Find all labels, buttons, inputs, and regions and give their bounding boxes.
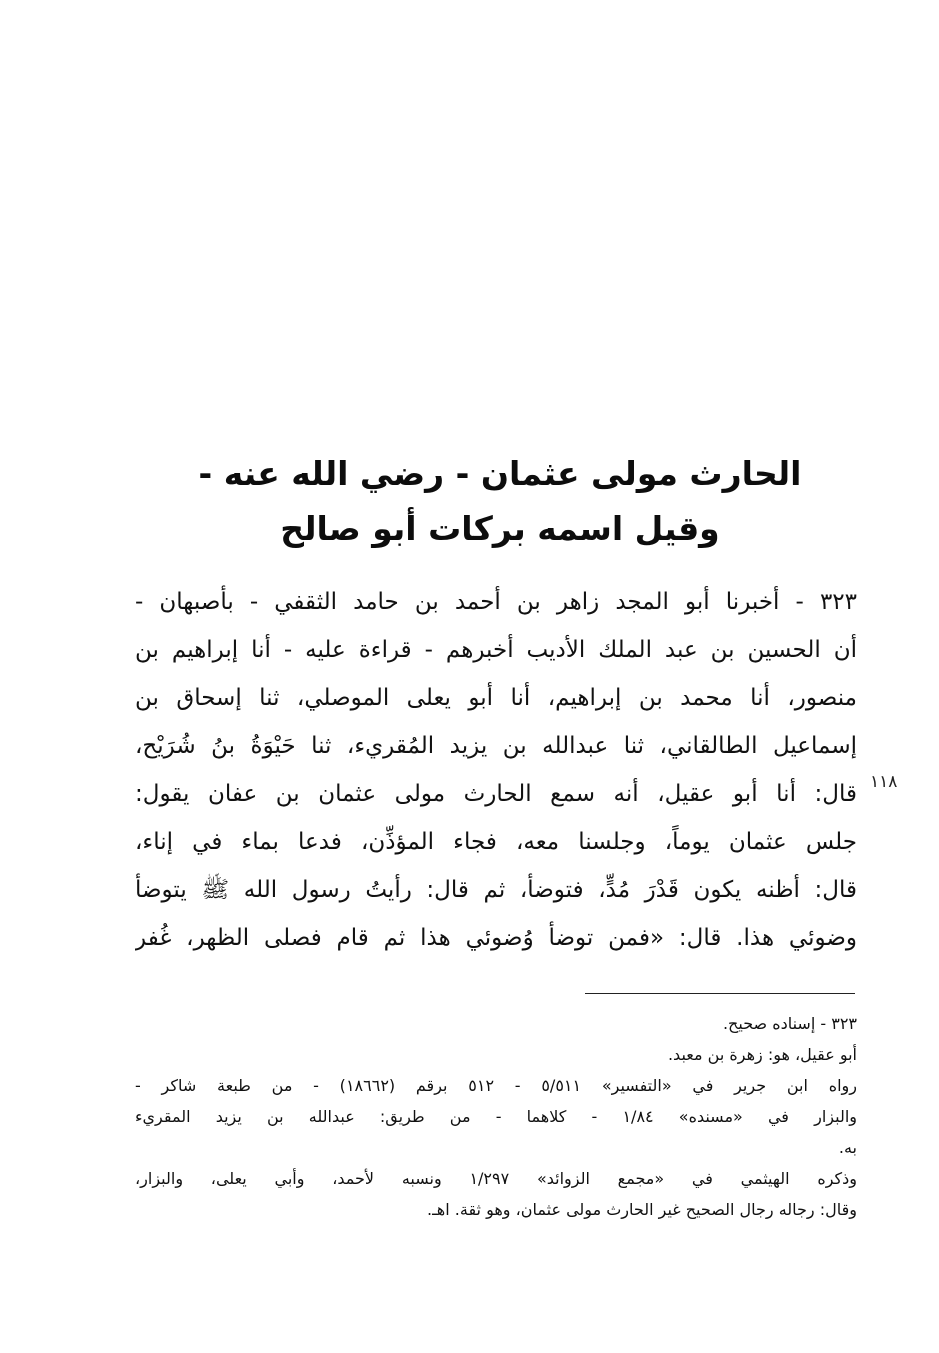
- footnote-line: والبزار في «مسنده» ١/٨٤ - كلاهما - من طريق: عبدالله بن يزيد المقريء: [135, 1107, 857, 1126]
- body-line: إسماعيل الطالقاني، ثنا عبدالله بن يزيد المُقريء، ثنا حَيْوَةُ بنُ شُرَيْح،: [135, 733, 857, 759]
- body-line: جلس عثمان يوماً، وجلسنا معه، فجاء المؤذِّن، فدعا بماء في إناء،: [135, 829, 857, 855]
- footnote-line: به.: [838, 1138, 857, 1157]
- footnote-line: وقال: رجاله رجال الصحيح غير الحارث مولى عثمان، وهو ثقة. اهـ.: [427, 1200, 857, 1219]
- margin-page-reference: ١١٨: [870, 772, 898, 792]
- footnote-line: رواه ابن جرير في «التفسير» ٥/٥١١ - ٥١٢ برقم (١٨٦٦٢) - من طبعة شاكر -: [135, 1076, 857, 1095]
- body-line: قال: أنا أبو عقيل، أنه سمع الحارث مولى عثمان بن عفان يقول:: [135, 781, 857, 807]
- footnote-line: ٣٢٣ - إسناده صحيح.: [722, 1014, 857, 1033]
- hadith-body: [135, 578, 857, 962]
- footnote-line: وذكره الهيثمي في «مجمع الزوائد» ١/٢٩٧ ونسبه لأحمد، وأبي يعلى، والبزار،: [135, 1169, 857, 1188]
- chapter-heading-line-1: الحارث مولى عثمان - رضي الله عنه -: [198, 454, 802, 493]
- body-line: قال: أظنه يكون قَدْرَ مُدٍّ، فتوضأ، ثم قال: رأيتُ رسول الله ﷺ يتوضأ: [135, 877, 857, 903]
- body-line: ٣٢٣ - أخبرنا أبو المجد زاهر بن أحمد بن حامد الثقفي - بأصبهان -: [135, 589, 857, 615]
- body-line: أن الحسين بن عبد الملك الأديب أخبرهم - قراءة عليه - أنا إبراهيم بن: [135, 637, 857, 663]
- body-line: وضوئي هذا. قال: «فمن توضأ وُضوئي هذا ثم قام فصلى الظهر، غُفر: [135, 925, 857, 951]
- footnote-line: أبو عقيل، هو: زهرة بن معبد.: [667, 1045, 857, 1064]
- footnotes: [135, 1008, 857, 1225]
- chapter-heading-line-2: وقيل اسمه بركات أبو صالح: [280, 509, 720, 548]
- footnote-separator: [585, 993, 855, 994]
- body-line: منصور، أنا محمد بن إبراهيم، أنا أبو يعلى الموصلي، ثنا إسحاق بن: [135, 685, 857, 711]
